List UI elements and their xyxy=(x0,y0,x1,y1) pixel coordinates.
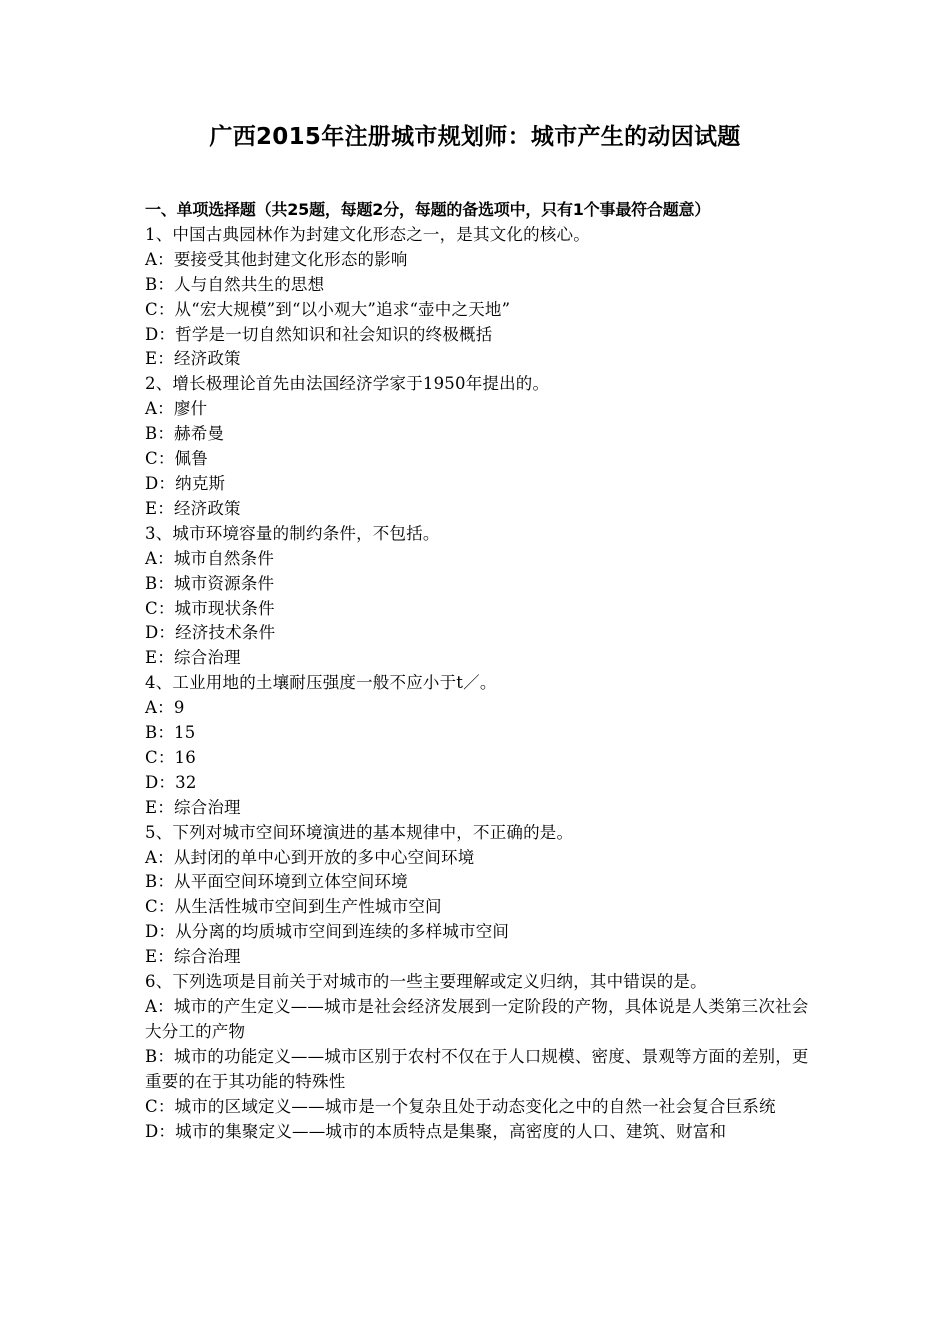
question-5 xyxy=(145,821,813,970)
question-6 xyxy=(145,970,813,1144)
option-e: E：综合治理 xyxy=(145,797,241,817)
option-a: A：从封闭的单中心到开放的多中心空间环境 xyxy=(145,847,475,867)
question-stem: 2、增长极理论首先由法国经济学家于1950年提出的。 xyxy=(145,374,550,394)
question-stem: 3、城市环境容量的制约条件，不包括。 xyxy=(145,523,440,543)
option-c: C：佩鲁 xyxy=(145,449,208,469)
option-e: E：经济政策 xyxy=(145,498,241,518)
option-a: A：城市的产生定义——城市是社会经济发展到一定阶段的产物，具体说是人类第三次社会大分工的产物 xyxy=(145,997,809,1041)
option-a: A：要接受其他封建文化形态的影响 xyxy=(145,249,408,269)
option-d: D：经济技术条件 xyxy=(145,623,276,643)
option-e: E：综合治理 xyxy=(145,947,241,967)
option-a: A：9 xyxy=(145,698,185,718)
option-b: B：人与自然共生的思想 xyxy=(145,274,325,294)
option-e: E：综合治理 xyxy=(145,648,241,668)
document-title: 广西2015年注册城市规划师：城市产生的动因试题 xyxy=(209,124,741,150)
question-stem: 6、下列选项是目前关于对城市的一些主要理解或定义归纳，其中错误的是。 xyxy=(145,972,707,992)
option-b: B：从平面空间环境到立体空间环境 xyxy=(145,872,408,892)
option-d: D：城市的集聚定义——城市的本质特点是集聚，高密度的人口、建筑、财富和 xyxy=(145,1121,727,1141)
question-1 xyxy=(145,223,813,372)
document-body xyxy=(145,198,813,1144)
option-d: D：纳克斯 xyxy=(145,473,226,493)
option-e: E：经济政策 xyxy=(145,349,241,369)
section-heading: 一、单项选择题（共25题，每题2分，每题的备选项中，只有1个事最符合题意） xyxy=(145,200,711,219)
question-4 xyxy=(145,671,813,820)
option-d: D：从分离的均质城市空间到连续的多样城市空间 xyxy=(145,922,510,942)
option-b: B：城市的功能定义——城市区别于农村不仅在于人口规模、密度、景观等方面的差别，更重要的在于其功能的特殊性 xyxy=(145,1046,809,1091)
option-b: B：城市资源条件 xyxy=(145,573,275,593)
question-stem: 1、中国古典园林作为封建文化形态之一，是其文化的核心。 xyxy=(145,224,590,244)
option-d: D：32 xyxy=(145,772,197,792)
option-b: B：赫希曼 xyxy=(145,424,225,444)
question-stem: 4、工业用地的土壤耐压强度一般不应小于t／。 xyxy=(145,673,497,693)
option-d: D：哲学是一切自然知识和社会知识的终极概括 xyxy=(145,324,493,344)
option-b: B：15 xyxy=(145,723,196,743)
option-c: C：从“宏大规模”到“以小观大”追求“壶中之天地” xyxy=(145,299,511,319)
option-a: A：廖什 xyxy=(145,399,208,419)
option-c: C：16 xyxy=(145,747,196,767)
option-c: C：城市现状条件 xyxy=(145,598,275,618)
question-2 xyxy=(145,372,813,521)
question-stem: 5、下列对城市空间环境演进的基本规律中，不正确的是。 xyxy=(145,822,574,842)
question-3 xyxy=(145,522,813,671)
option-a: A：城市自然条件 xyxy=(145,548,275,568)
option-c: C：从生活性城市空间到生产性城市空间 xyxy=(145,897,442,917)
option-c: C：城市的区域定义——城市是一个复杂且处于动态变化之中的自然一社会复合巨系统 xyxy=(145,1096,776,1116)
